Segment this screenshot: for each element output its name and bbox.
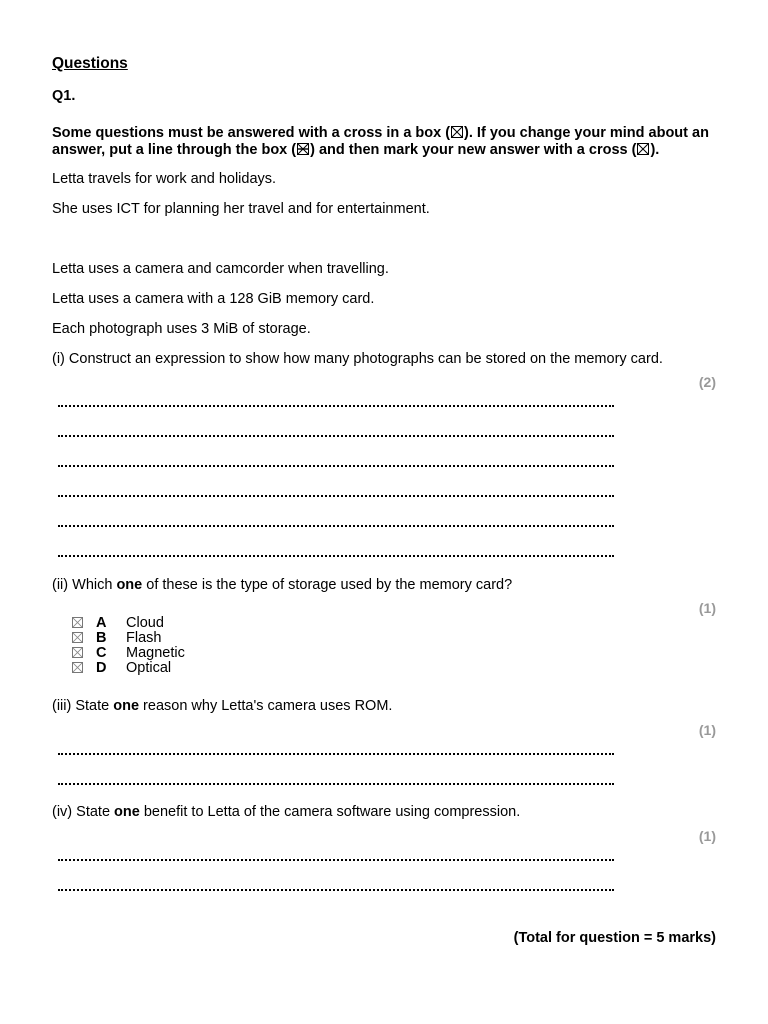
question-i-text: (i) Construct an expression to show how many photographs can be stored on the memory card. — [52, 351, 663, 367]
answer-line[interactable] — [58, 889, 614, 891]
question-iv-pre: (iv) State — [52, 804, 115, 820]
instructions-text-3: ) and then mark your new answer with a cross ( — [310, 142, 637, 158]
intro-line-5: Each photograph uses 3 MiB of storage. — [52, 321, 311, 337]
total-marks: (Total for question = 5 marks) — [513, 930, 716, 946]
intro-line-3: Letta uses a camera and camcorder when travelling. — [52, 261, 389, 277]
intro-line-2: She uses ICT for planning her travel and for entertainment. — [52, 201, 430, 217]
question-iii-marks: (1) — [698, 722, 716, 738]
intro-line-1: Letta travels for work and holidays. — [52, 171, 277, 187]
option-b-label: Flash — [126, 630, 162, 646]
option-d-label: Optical — [126, 660, 172, 676]
option-b-letter: B — [96, 630, 107, 646]
question-number: Q1. — [52, 88, 76, 104]
answer-line[interactable] — [58, 465, 614, 467]
answer-line[interactable] — [58, 525, 614, 527]
option-d-letter: D — [96, 660, 107, 676]
cross-box-icon — [637, 143, 649, 155]
option-b-checkbox[interactable] — [72, 632, 83, 643]
intro-line-4: Letta uses a camera with a 128 GiB memory card. — [52, 291, 375, 307]
question-iv-post: benefit to Letta of the camera software using compression. — [139, 804, 521, 820]
question-ii-text — [52, 577, 512, 593]
option-c-checkbox[interactable] — [72, 647, 83, 658]
question-ii-post: of these is the type of storage used by the memory card? — [142, 577, 513, 593]
option-c-label: Magnetic — [126, 645, 185, 661]
option-d-checkbox[interactable] — [72, 662, 83, 673]
option-a-label: Cloud — [126, 615, 164, 631]
question-iii-pre: (iii) State — [52, 698, 114, 714]
question-ii-marks: (1) — [698, 600, 716, 616]
question-iii-text — [52, 698, 392, 714]
question-ii-bold: one — [116, 577, 143, 593]
question-ii-pre: (ii) Which — [52, 577, 117, 593]
answer-line[interactable] — [58, 435, 614, 437]
page-heading: Questions — [52, 55, 128, 72]
instructions — [52, 125, 722, 159]
option-c-letter: C — [96, 645, 107, 661]
question-iii-bold: one — [113, 698, 140, 714]
question-iii-post: reason why Letta's camera uses ROM. — [139, 698, 393, 714]
question-i-marks: (2) — [698, 374, 716, 390]
question-iv-marks: (1) — [698, 828, 716, 844]
answer-line[interactable] — [58, 783, 614, 785]
answer-line[interactable] — [58, 495, 614, 497]
answer-line[interactable] — [58, 753, 614, 755]
question-iv-bold: one — [114, 804, 140, 820]
instructions-text-4: ). — [650, 142, 660, 158]
option-a-letter: A — [96, 615, 107, 631]
question-iv-text — [52, 804, 520, 820]
answer-line[interactable] — [58, 555, 614, 557]
instructions-text-1: Some questions must be answered with a cross in a box ( — [52, 125, 451, 141]
answer-line[interactable] — [58, 405, 614, 407]
option-a-checkbox[interactable] — [72, 617, 83, 628]
cross-box-icon — [451, 126, 463, 138]
answer-line[interactable] — [58, 859, 614, 861]
struck-box-icon — [297, 143, 309, 155]
instructions-text-2: ). If you change your mind about an answer, put a line through the box ( — [52, 125, 709, 158]
